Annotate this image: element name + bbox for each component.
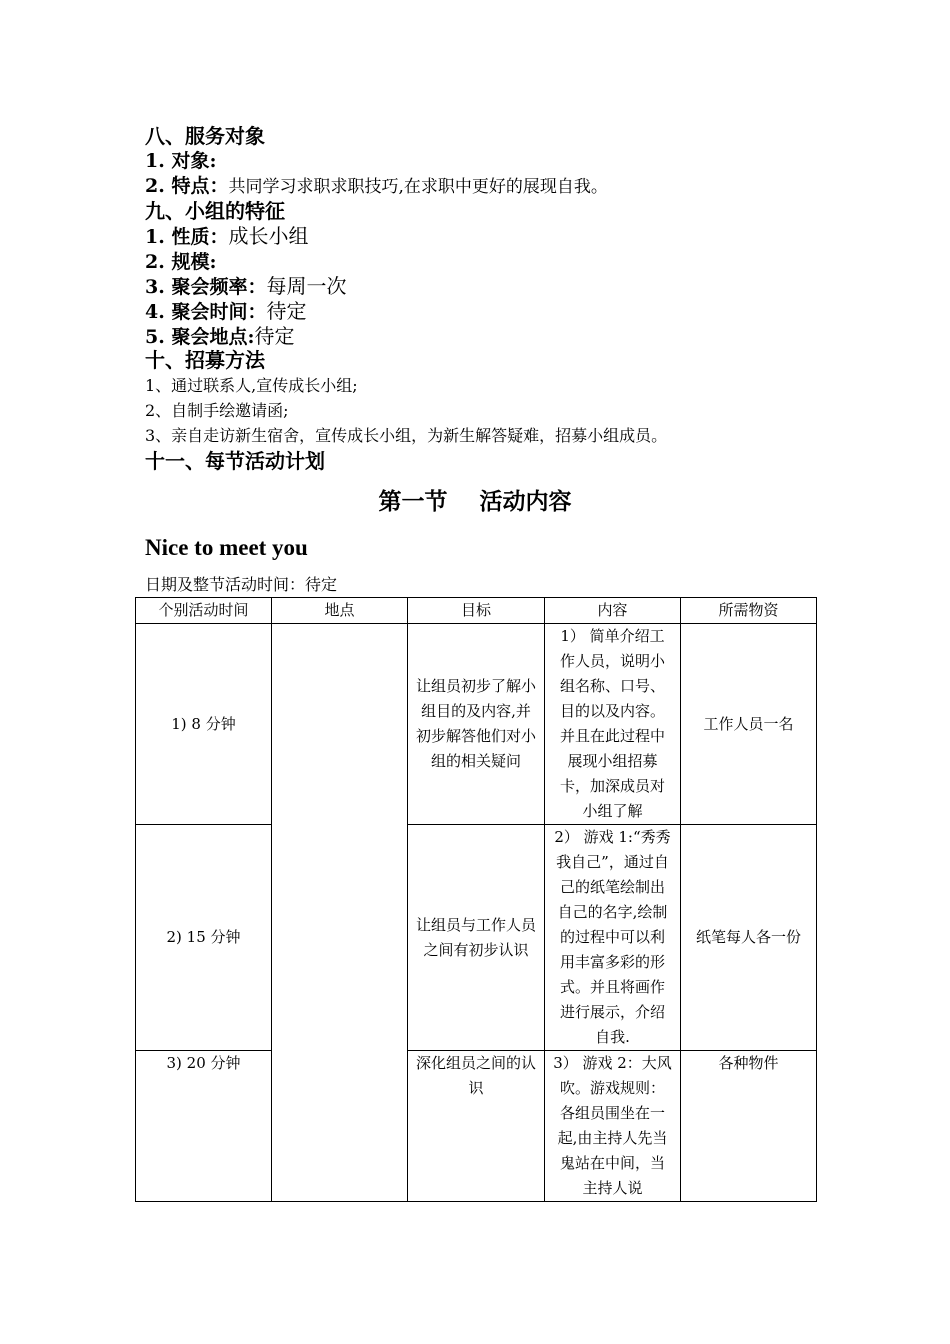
header-place: 地点 (272, 598, 408, 624)
cell-materials: 各种物件 (681, 1051, 817, 1202)
cell-time: 2) 15 分钟 (136, 825, 272, 1051)
heading-group-features: 九、小组的特征 (145, 199, 285, 223)
cell-content: 3） 游戏 2：大风吹。游戏规则：各组员围坐在一起,由主持人先当鬼站在中间，当主持人说 (545, 1051, 681, 1202)
activity-table (135, 597, 817, 1202)
target-label: 1. 对象: (145, 150, 217, 172)
cell-materials: 纸笔每人各一份 (681, 825, 817, 1051)
meeting-place-value: 待定 (254, 324, 295, 348)
cell-materials: 工作人员一名 (681, 624, 817, 825)
cell-goal: 让组员与工作人员之间有初步认识 (408, 825, 545, 1051)
session-subtitle: Nice to meet you (145, 535, 308, 560)
nature-line (145, 224, 308, 250)
cell-place (272, 624, 408, 1202)
table-row (136, 1051, 817, 1202)
meeting-place-line (145, 324, 294, 350)
feature-line (145, 174, 608, 199)
header-content: 内容 (545, 598, 681, 624)
target-line (145, 149, 216, 174)
cell-time: 3) 20 分钟 (136, 1051, 272, 1202)
cell-goal: 让组员初步了解小组目的及内容,并初步解答他们对小组的相关疑问 (408, 624, 545, 825)
meeting-time-label: 4. 聚会时间： (145, 301, 267, 323)
frequency-line (145, 274, 346, 300)
header-materials: 所需物资 (681, 598, 817, 624)
table-row (136, 825, 817, 1051)
cell-content: 1） 简单介绍工作人员，说明小组名称、口号、目的以及内容。并且在此过程中展现小组招募卡，加深成员对小组了解 (545, 624, 681, 825)
table-header-row (136, 598, 817, 624)
scale-line (145, 249, 216, 275)
meeting-time-value: 待定 (266, 299, 307, 323)
recruit-item-3: 3、亲自走访新生宿舍，宣传成长小组，为新生解答疑难，招募小组成员。 (145, 426, 668, 445)
frequency-value: 每周一次 (266, 274, 347, 298)
heading-service-target: 八、服务对象 (145, 124, 265, 148)
header-time: 个别活动时间 (136, 598, 272, 624)
cell-goal: 深化组员之间的认识 (408, 1051, 545, 1202)
heading-recruit: 十、招募方法 (145, 348, 265, 372)
session-title: 第一节 活动内容 (378, 488, 572, 515)
table-row (136, 624, 817, 825)
meeting-place-label: 5. 聚会地点: (145, 326, 255, 348)
feature-value: 共同学习求职求职技巧,在求职中更好的展现自我。 (228, 177, 608, 197)
scale-label: 2. 规模: (145, 251, 217, 273)
frequency-label: 3. 聚会频率： (145, 276, 267, 298)
recruit-item-2: 2、自制手绘邀请函; (145, 401, 289, 420)
session-date-line: 日期及整节活动时间：待定 (145, 575, 338, 594)
heading-plan: 十一、每节活动计划 (145, 449, 325, 473)
nature-value: 成长小组 (228, 224, 309, 248)
header-goal: 目标 (408, 598, 545, 624)
meeting-time-line (145, 299, 306, 325)
cell-content: 2） 游戏 1:“秀秀我自己”，通过自己的纸笔绘制出自己的名字,绘制的过程中可以利用丰富多彩的形式。并且将画作进行展示，介绍自我. (545, 825, 681, 1051)
feature-label: 2. 特点： (145, 175, 229, 197)
nature-label: 1. 性质： (145, 226, 229, 248)
recruit-item-1: 1、通过联系人,宣传成长小组; (145, 376, 358, 395)
cell-time: 1) 8 分钟 (136, 624, 272, 825)
